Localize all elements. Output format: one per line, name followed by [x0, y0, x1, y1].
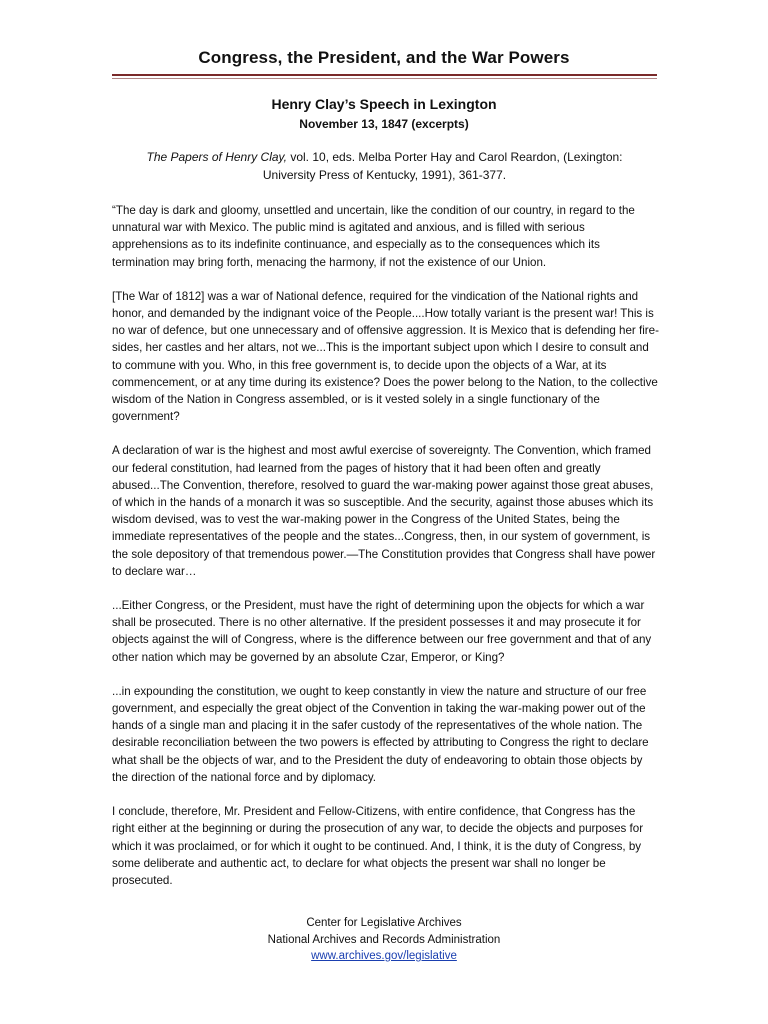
footer-center-name: Center for Legislative Archives: [306, 917, 462, 929]
footer-website-link[interactable]: www.archives.gov/legislative: [311, 950, 457, 962]
citation: [112, 148, 657, 184]
paragraph: [The War of 1812] was a war of National defence, required for the vindication of the National rights and honor, and demanded by the indignant voice of the People....How totally variant is the present war! This is no war of defence, but one unnecessary and of offensive aggression. It is Mexico that is defending her fire-sides, her castles and her altars, not we...This is the important subject upon which I desire to consult and to commune with you. Who, in this free government is, to decide upon the objects of a War, at its commencement, or at any time during its existence? Does the power belong to the Nation, to the collective wisdom of the Nation in Congress assembled, or is it vested solely in a single functionary of the government?: [112, 289, 659, 424]
paragraph: “The day is dark and gloomy, unsettled and uncertain, like the condition of our country, in regard to the unnatural war with Mexico. The public mind is agitated and anxious, and is filled with serious apprehensions as to its indefinite continuance, and especially as to the consequences which its termination may bring forth, menacing the harmony, if not the existence of our Union.: [112, 204, 635, 269]
footer: [0, 915, 768, 965]
document-header-title: Congress, the President, and the War Powers: [198, 48, 570, 67]
header-rule: [112, 74, 657, 76]
speech-date: November 13, 1847 (excerpts): [299, 117, 469, 131]
citation-work-title: The Papers of Henry Clay,: [146, 150, 287, 164]
footer-agency-name: National Archives and Records Administration: [267, 933, 501, 946]
speech-body: [112, 202, 660, 906]
paragraph: ...Either Congress, or the President, must have the right of determining upon the objects for which a war shall be prosecuted. There is no other alternative. If the president possesses it and may prosecute it for objects against the will of Congress, where is the difference between our free government and that of any other nation which may be governed by an absolute Czar, Emperor, or King?: [112, 599, 652, 664]
paragraph: A declaration of war is the highest and most awful exercise of sovereignty. The Convention, which framed our federal constitution, had learned from the pages of history that it had been often and greatly abused...The Convention, therefore, resolved to guard the war-making power against those great abuses, of which in the hands of a monarch it was so susceptible. And the security, against those abuses which its wisdom devised, was to vest the war-making power in the Congress of the United States, being the immediate representatives of the people and the states...Congress, then, in our system of government, is the sole depository of that tremendous power.—The Constitution provides that Congress shall have power to declare war…: [112, 444, 656, 578]
paragraph: ...in expounding the constitution, we ought to keep constantly in view the nature and structure of our free government, and especially the great object of the Convention in taking the war-making power out of the hands of a single man and placing it in the safer custody of the representatives of the whole nation. The desirable reconciliation between the two powers is effected by attributing to Congress the right to declare what shall be the objects of war, and to the President the duty of endeavoring to obtain those objects by the direction of the national force and by diplomacy.: [112, 684, 649, 784]
citation-publisher: University Press of Kentucky, 1991), 361-377.: [262, 168, 507, 182]
header-rule-thin: [112, 78, 657, 79]
citation-details: vol. 10, eds. Melba Porter Hay and Carol Reardon, (Lexington:: [287, 150, 623, 164]
paragraph: I conclude, therefore, Mr. President and Fellow-Citizens, with entire confidence, that Congress has the right either at the beginning or during the prosecution of any war, to decide the objects and purposes for which it was proclaimed, or for which it ought to be continued. And, I think, it is the duty of Congress, by some deliberate and authentic act, to declare for what objects the present war shall no longer be prosecuted.: [112, 805, 644, 887]
speech-title: Henry Clay’s Speech in Lexington: [271, 96, 497, 112]
